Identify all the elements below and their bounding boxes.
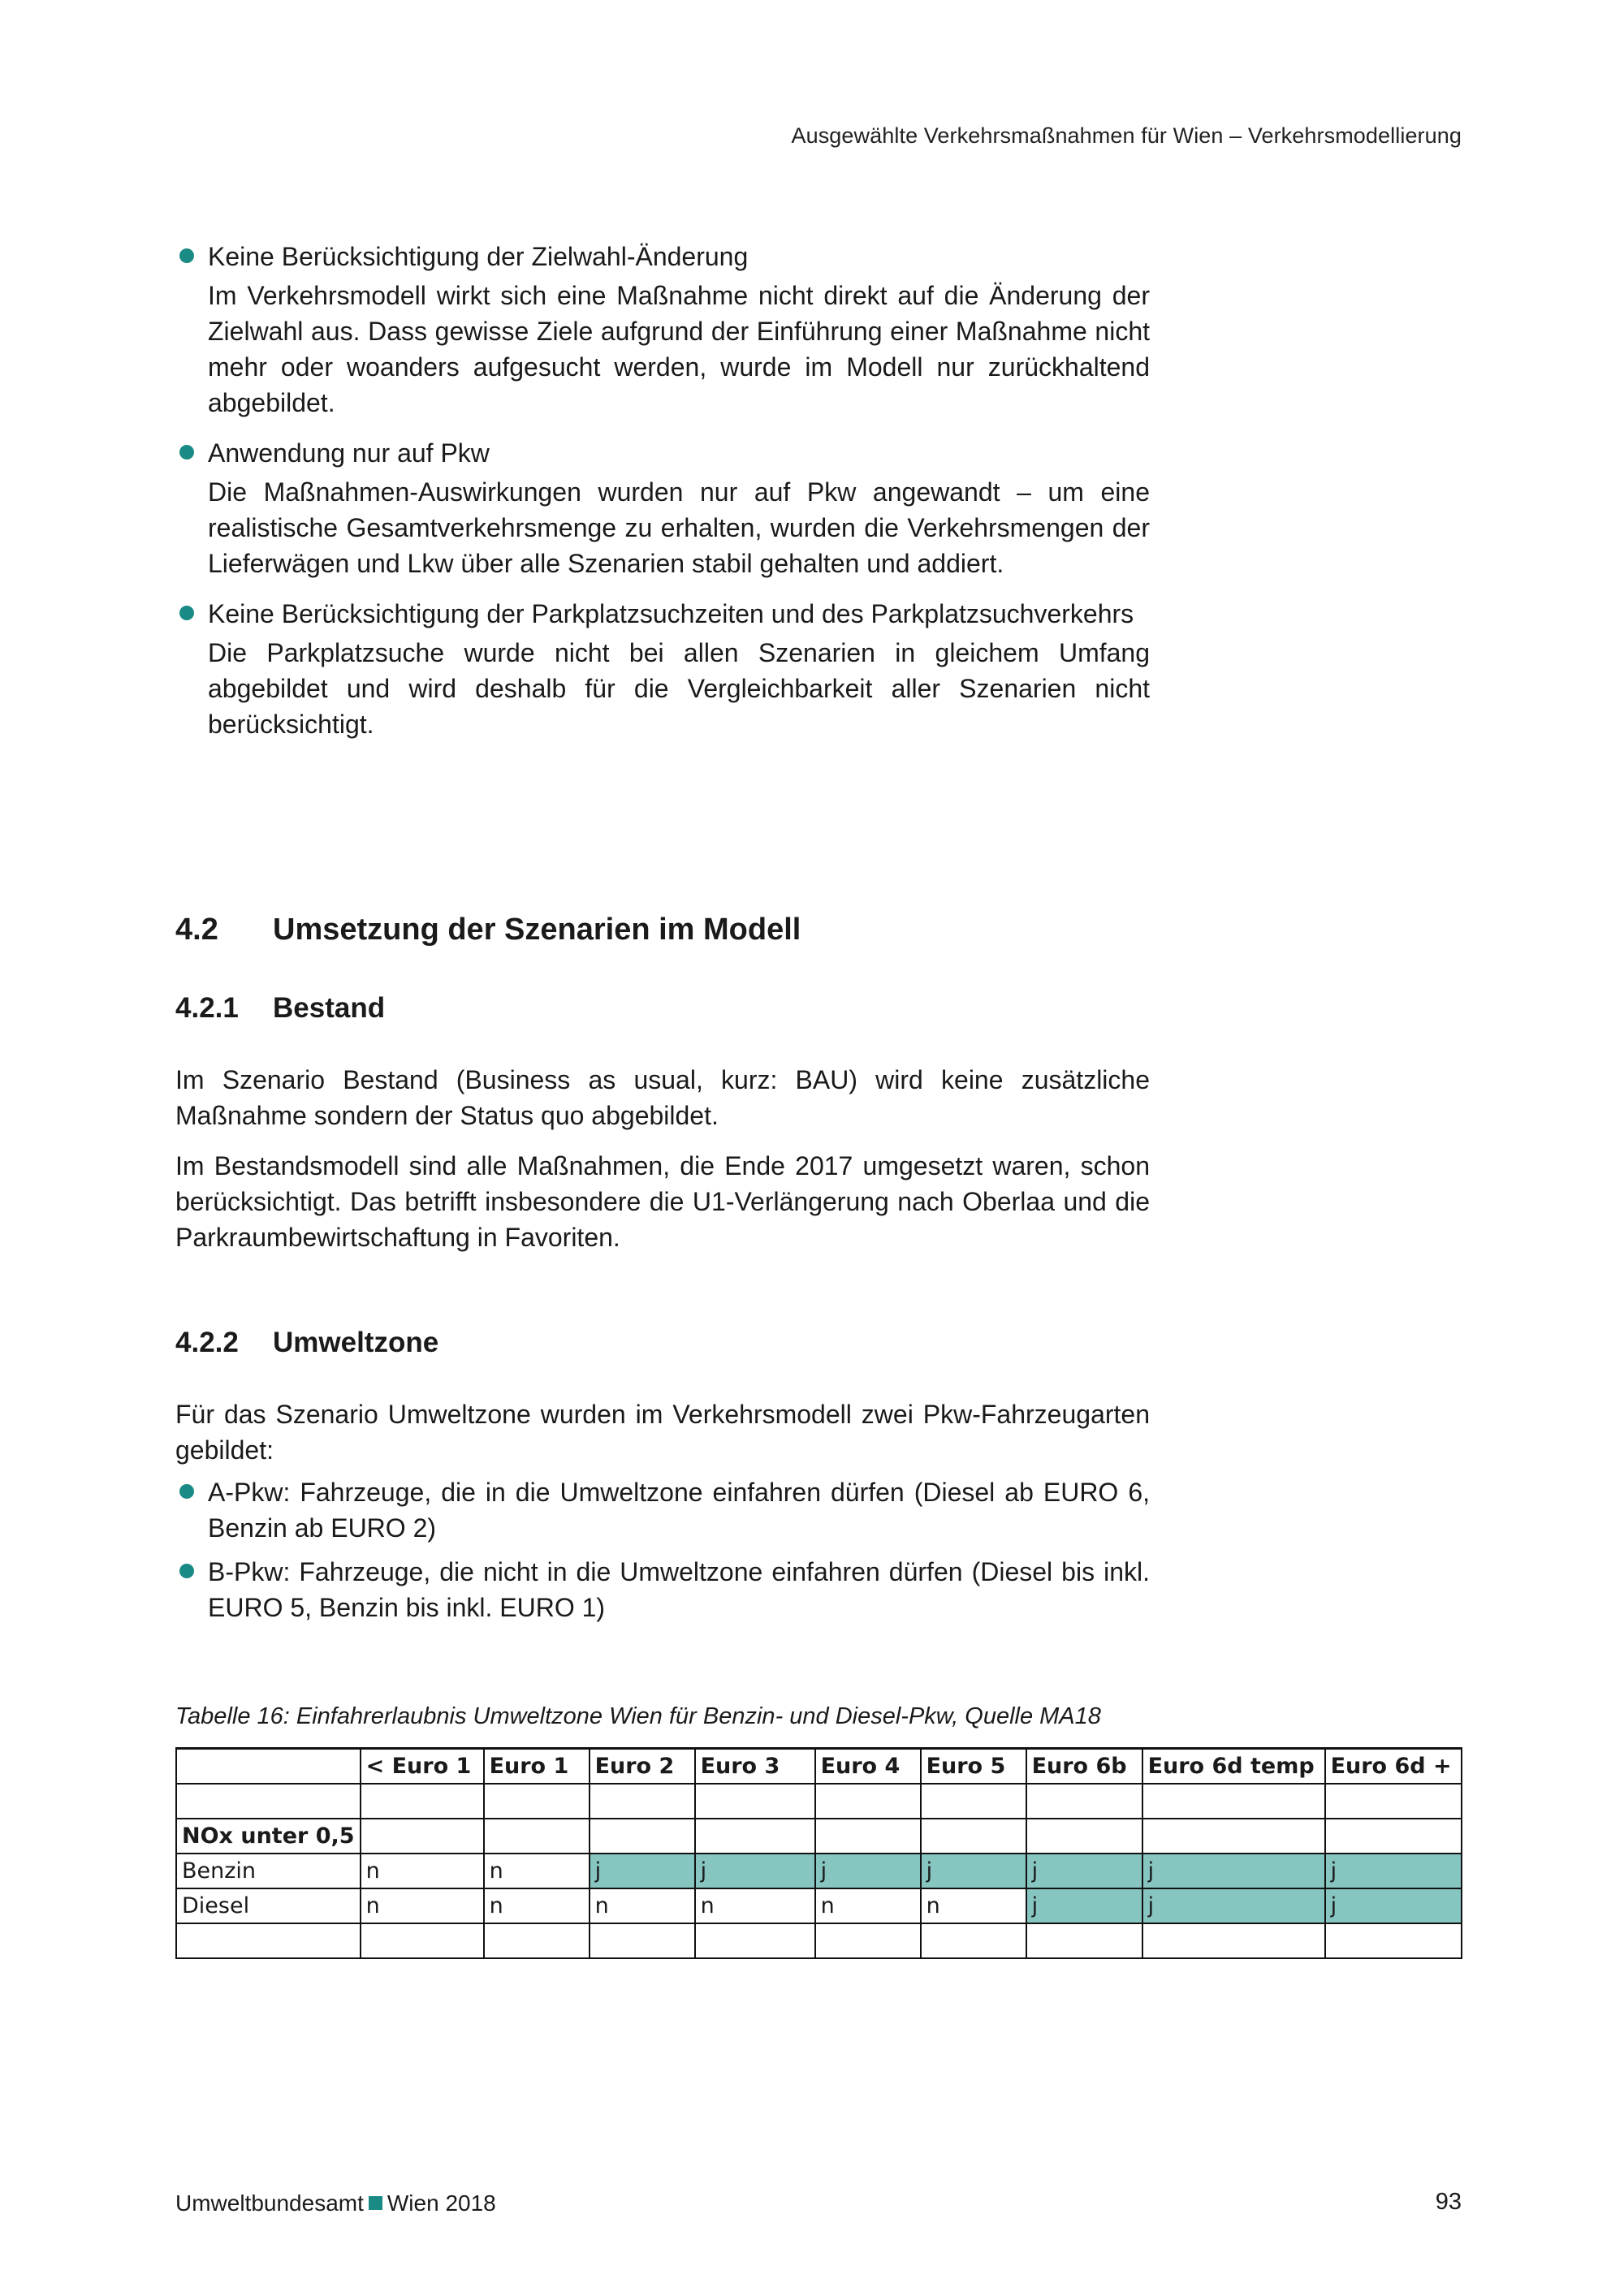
table-cell (361, 1819, 484, 1854)
subsection-title: Umweltzone (273, 1327, 439, 1358)
table-cell (1026, 1784, 1142, 1819)
bullet-title: Keine Berücksichtigung der Zielwahl-Änderung (208, 242, 749, 271)
section-heading-4-2 (175, 913, 801, 947)
table-caption: Tabelle 16: Einfahrerlaubnis Umweltzone Wien für Benzin- und Diesel-Pkw, Quelle MA18 (175, 1703, 1101, 1729)
page-number: 93 (1435, 2189, 1462, 2215)
bullet-item (175, 596, 1150, 742)
table-cell: n (361, 1854, 484, 1888)
table-cell (590, 1923, 695, 1958)
table-cell: j (590, 1854, 695, 1888)
table-cell (590, 1784, 695, 1819)
table-header-cell: Euro 3 (695, 1749, 815, 1785)
table-header-cell: Euro 6d temp (1142, 1749, 1325, 1785)
running-header: Ausgewählte Verkehrsmaßnahmen für Wien – Verkehrsmodellierung (791, 123, 1462, 148)
table-cell: n (921, 1888, 1026, 1923)
table-cell (176, 1923, 361, 1958)
table-header-cell: Euro 6d + (1325, 1749, 1462, 1785)
table-cell (484, 1923, 590, 1958)
table-cell: j (815, 1854, 921, 1888)
table-cell (921, 1819, 1026, 1854)
bullet-item (175, 239, 1150, 421)
table-cell: NOx unter 0,5 (176, 1819, 361, 1854)
subsection-heading-4-2-1 (175, 992, 385, 1025)
table-row (176, 1923, 1462, 1958)
table-header-row (176, 1749, 1462, 1785)
table-cell: n (484, 1854, 590, 1888)
table-cell: j (1026, 1888, 1142, 1923)
table-cell (1026, 1819, 1142, 1854)
bullet-dot-icon (179, 1484, 194, 1499)
subsection-heading-4-2-2 (175, 1327, 438, 1359)
table-row (176, 1854, 1462, 1888)
paragraph: Im Bestandsmodell sind alle Maßnahmen, die Ende 2017 umgesetzt waren, schon berücksichtigt. Das betrifft insbesondere die U1-Verlängerung nach Oberlaa und die Parkraumbewirtschaftung in Favoriten. (175, 1151, 1150, 1252)
section-title: Umsetzung der Szenarien im Modell (273, 913, 801, 947)
table-cell: n (695, 1888, 815, 1923)
table-cell (921, 1784, 1026, 1819)
subsection-number: 4.2.2 (175, 1327, 239, 1358)
table-header-cell: Euro 4 (815, 1749, 921, 1785)
bullet-text: Die Parkplatzsuche wurde nicht bei allen Szenarien in gleichem Umfang abgebildet und wird deshalb für die Vergleichbarkeit aller Szenarien nicht berücksichtigt. (208, 638, 1150, 739)
emission-table (175, 1747, 1462, 1959)
table-cell: j (1325, 1888, 1462, 1923)
table-cell (1325, 1923, 1462, 1958)
table-cell: j (921, 1854, 1026, 1888)
table-cell (176, 1784, 361, 1819)
table-header-cell: Euro 2 (590, 1749, 695, 1785)
table-cell (695, 1784, 815, 1819)
table-cell: n (815, 1888, 921, 1923)
table-cell (361, 1784, 484, 1819)
bullet-item (175, 1554, 1150, 1625)
subsection-title: Bestand (273, 992, 386, 1024)
bullet-text: A-Pkw: Fahrzeuge, die in die Umweltzone einfahren dürfen (Diesel ab EURO 6, Benzin ab EURO 2) (208, 1478, 1150, 1543)
table-header-cell: < Euro 1 (361, 1749, 484, 1785)
table-cell: j (1142, 1854, 1325, 1888)
table-row (176, 1784, 1462, 1819)
table-cell (361, 1923, 484, 1958)
bullet-dot-icon (179, 1564, 194, 1578)
table-cell (1142, 1923, 1325, 1958)
footer-place-year: Wien 2018 (387, 2190, 496, 2216)
table-header-cell: Euro 6b (1026, 1749, 1142, 1785)
bullet-item (175, 435, 1150, 581)
table-row (176, 1819, 1462, 1854)
bullet-list-top (175, 239, 1150, 742)
section-number: 4.2 (175, 913, 218, 947)
bullet-text: Im Verkehrsmodell wirkt sich eine Maßnahme nicht direkt auf die Änderung der Zielwahl aus. Dass gewisse Ziele aufgrund der Einführung einer Maßnahme nicht mehr oder woanders aufgesucht werden, wurde im Modell nur zurückhaltend abgebildet. (208, 281, 1150, 417)
paragraph: Für das Szenario Umweltzone wurden im Verkehrsmodell zwei Pkw-Fahrzeugarten gebildet: (175, 1400, 1150, 1465)
table-cell (484, 1784, 590, 1819)
bullet-title: Keine Berücksichtigung der Parkplatzsuchzeiten und des Parkplatzsuchverkehrs (208, 599, 1134, 628)
table-cell: n (590, 1888, 695, 1923)
table-cell: Diesel (176, 1888, 361, 1923)
bullet-dot-icon (179, 606, 194, 620)
bullet-text: Die Maßnahmen-Auswirkungen wurden nur auf Pkw angewandt – um eine realistische Gesamtverkehrsmenge zu erhalten, wurden die Verkehrsmengen der Lieferwägen und Lkw über alle Szenarien stabil gehalten und addiert. (208, 477, 1150, 578)
table-cell (1325, 1784, 1462, 1819)
table-row (176, 1888, 1462, 1923)
table-cell (695, 1819, 815, 1854)
umweltzone-text (175, 1396, 1150, 1625)
table-header-cell: Euro 5 (921, 1749, 1026, 1785)
paragraph: Im Szenario Bestand (Business as usual, kurz: BAU) wird keine zusätzliche Maßnahme sondern der Status quo abgebildet. (175, 1065, 1150, 1130)
table-cell: Benzin (176, 1854, 361, 1888)
square-separator-icon (369, 2196, 382, 2210)
table-cell: j (695, 1854, 815, 1888)
bestand-text (175, 1062, 1150, 1255)
table-cell: j (1142, 1888, 1325, 1923)
bullet-text: B-Pkw: Fahrzeuge, die nicht in die Umweltzone einfahren dürfen (Diesel bis inkl. EURO 5, Benzin bis inkl. EURO 1) (208, 1557, 1150, 1622)
table-cell (484, 1819, 590, 1854)
table-cell (1325, 1819, 1462, 1854)
bullet-dot-icon (179, 248, 194, 263)
bullet-dot-icon (179, 445, 194, 460)
subsection-number: 4.2.1 (175, 992, 239, 1024)
table-cell (590, 1819, 695, 1854)
table-cell (695, 1923, 815, 1958)
bullet-title: Anwendung nur auf Pkw (208, 438, 490, 468)
footer-publisher: Umweltbundesamt (175, 2190, 364, 2216)
table-cell (1142, 1784, 1325, 1819)
table-cell (815, 1784, 921, 1819)
table-cell (815, 1819, 921, 1854)
table-header-cell: Euro 1 (484, 1749, 590, 1785)
table-cell (1026, 1923, 1142, 1958)
table-cell (921, 1923, 1026, 1958)
bullet-item (175, 1474, 1150, 1546)
table-header-cell (176, 1749, 361, 1785)
table-cell (1142, 1819, 1325, 1854)
table-cell: n (484, 1888, 590, 1923)
table-cell: j (1325, 1854, 1462, 1888)
table-cell: n (361, 1888, 484, 1923)
table-cell: j (1026, 1854, 1142, 1888)
table-cell (815, 1923, 921, 1958)
footer (175, 2190, 496, 2216)
